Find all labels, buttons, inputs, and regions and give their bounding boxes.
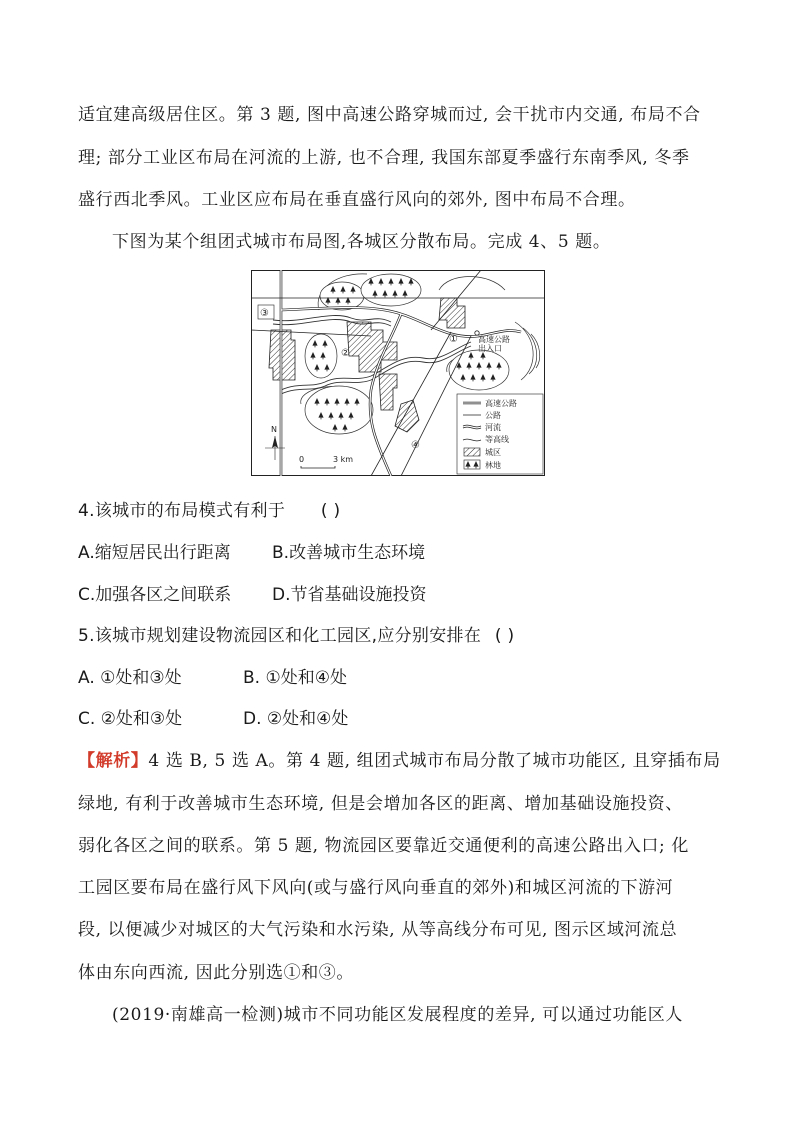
intro-line-3: 盛行西北季风。工业区应布局在垂直盛行风向的郊外, 图中布局不合理。 xyxy=(78,190,636,210)
q4-answer-paren: ( ) xyxy=(320,501,341,521)
analysis-text-1: 4 选 B, 5 选 A。第 4 题, 组团式城市布局分散了城市功能区, 且穿插布局 xyxy=(148,751,721,771)
analysis-line-3: 弱化各区之间的联系。第 5 题, 物流园区要靠近交通便利的高速公路出入口; 化 xyxy=(78,836,689,856)
q4-stem xyxy=(78,499,340,523)
q4-option-c[interactable]: C.加强各区之间联系 xyxy=(78,585,232,605)
q5-stem-text: 5.该城市规划建设物流园区和化工园区,应分别安排在 xyxy=(78,626,482,646)
highway-exit-label-2: 出入口 xyxy=(478,344,502,353)
q4-stem-text: 4.该城市的布局模式有利于 xyxy=(78,501,286,521)
analysis-line-6: 体由东向西流, 因此分别选①和③。 xyxy=(78,963,355,983)
question-prompt: 下图为某个组团式城市布局图,各城区分散布局。完成 4、5 题。 xyxy=(112,232,611,252)
q5-answer-paren: ( ) xyxy=(494,626,515,646)
q5-option-b[interactable]: B. ①处和④处 xyxy=(243,668,347,688)
legend-highway: 高速公路 xyxy=(485,399,517,408)
q5-stem xyxy=(78,624,514,648)
q5-option-a[interactable]: A. ①处和③处 xyxy=(78,668,182,688)
intro-line-2: 理; 部分工业区布局在河流的上游, 也不合理, 我国东部夏季盛行东南季风, 冬季 xyxy=(78,148,690,168)
legend-urban: 城区 xyxy=(485,448,501,457)
site-label-4: ④ xyxy=(411,440,420,451)
legend-river: 河流 xyxy=(485,423,501,432)
city-layout-map xyxy=(251,270,545,476)
scale-zero: 0 xyxy=(299,455,305,464)
site-label-1: ① xyxy=(449,334,458,345)
analysis-tag: 【解析】 xyxy=(78,751,149,771)
q4-option-d[interactable]: D.节省基础设施投资 xyxy=(272,585,427,605)
analysis-line-2: 绿地, 有利于改善城市生态环境, 但是会增加各区的距离、增加基础设施投资、 xyxy=(78,794,683,814)
site-label-2: ② xyxy=(341,348,350,359)
q5-option-d[interactable]: D. ②处和④处 xyxy=(243,709,349,729)
q4-option-a[interactable]: A.缩短居民出行距离 xyxy=(78,543,231,563)
analysis-line-4: 工园区要布局在盛行风下风向(或与盛行风向垂直的郊外)和城区河流的下游河 xyxy=(78,878,674,898)
scale-label: 3 km xyxy=(333,455,354,464)
site-label-3: ③ xyxy=(260,308,269,319)
intro-line-1: 适宜建高级居住区。第 3 题, 图中高速公路穿城而过, 会干扰市内交通, 布局不合 xyxy=(78,105,701,125)
legend-road: 公路 xyxy=(485,411,501,420)
map-legend xyxy=(457,394,543,474)
legend-contour: 等高线 xyxy=(485,435,509,444)
legend-forest: 林地 xyxy=(485,461,501,470)
highway-exit-label-1: 高速公路 xyxy=(478,335,510,344)
north-label: N xyxy=(271,425,277,434)
q4-option-b[interactable]: B.改善城市生态环境 xyxy=(272,543,426,563)
analysis-line-1 xyxy=(78,749,721,773)
next-question-intro: (2019·南雄高一检测)城市不同功能区发展程度的差异, 可以通过功能区人 xyxy=(112,1005,683,1025)
analysis-line-5: 段, 以便减少对城区的大气污染和水污染, 从等高线分布可见, 图示区域河流总 xyxy=(78,920,678,940)
q5-option-c[interactable]: C. ②处和③处 xyxy=(78,709,183,729)
